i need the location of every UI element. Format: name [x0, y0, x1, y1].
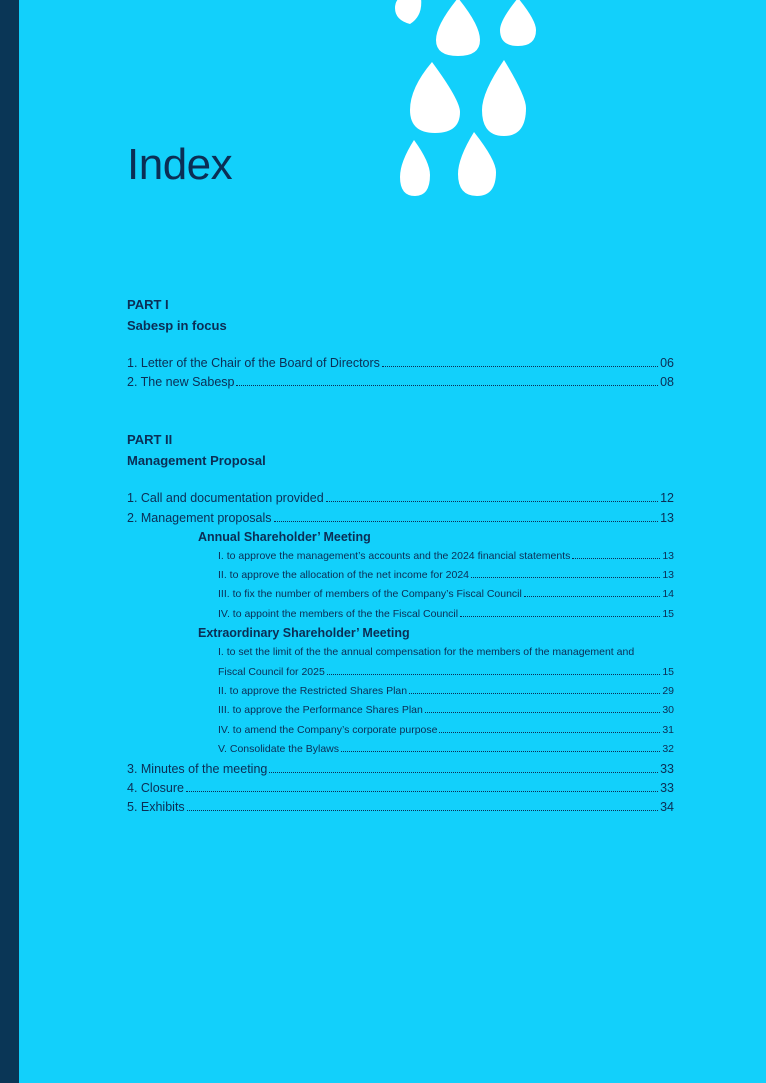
toc-entry-label: IV. to amend the Company’s corporate purpose [218, 724, 438, 736]
toc-entry-page: 13 [662, 569, 674, 581]
page-title: Index [127, 140, 233, 189]
dot-leader [439, 732, 660, 733]
toc-entry-label: V. Consolidate the Bylaws [218, 743, 340, 755]
toc-entry-label: 2. Management proposals [127, 511, 272, 525]
toc-entry[interactable] [127, 511, 674, 525]
toc-entry[interactable] [127, 800, 674, 814]
toc-subentry-line1[interactable]: I. to set the limit of the the annual compensation for the members of the management and [218, 646, 635, 658]
toc-entry-label: 5. Exhibits [127, 800, 185, 814]
toc-entry-page: 06 [660, 356, 674, 370]
toc-entry-page: 34 [660, 800, 674, 814]
toc-entry-label: III. to fix the number of members of the Company’s Fiscal Council [218, 588, 522, 600]
toc-subentry[interactable] [218, 704, 674, 716]
toc-subentry[interactable] [218, 743, 674, 755]
water-drop-icon [395, 0, 421, 24]
toc-entry-label: II. to approve the Restricted Shares Plan [218, 685, 408, 697]
toc-entry[interactable] [127, 491, 674, 505]
annual-meeting-heading: Annual Shareholder’ Meeting [198, 530, 371, 544]
water-drop-icon [482, 60, 526, 136]
dot-leader [187, 810, 658, 811]
toc-subentry[interactable] [218, 608, 674, 620]
dot-leader [269, 772, 658, 773]
toc-entry[interactable] [127, 762, 674, 776]
part1-label: PART I [127, 297, 169, 312]
toc-entry-page: 30 [662, 704, 674, 716]
toc-entry-page: 29 [662, 685, 674, 697]
toc-entry-label: 1. Letter of the Chair of the Board of Directors [127, 356, 380, 370]
part2-subtitle: Management Proposal [127, 453, 266, 468]
dot-leader [274, 521, 659, 522]
toc-entry-page: 33 [660, 762, 674, 776]
toc-entry-label: 4. Closure [127, 781, 184, 795]
dot-leader [236, 385, 658, 386]
water-drop-icon [410, 62, 460, 133]
toc-entry-page: 12 [660, 491, 674, 505]
toc-subentry[interactable] [218, 724, 674, 736]
dot-leader [409, 693, 660, 694]
dot-leader [341, 751, 660, 752]
toc-entry-label: II. to approve the allocation of the net income for 2024 [218, 569, 469, 581]
toc-entry-label: IV. to appoint the members of the the Fiscal Council [218, 608, 459, 620]
toc-entry-page: 14 [662, 588, 674, 600]
toc-entry[interactable] [127, 375, 674, 389]
toc-entry-label: III. to approve the Performance Shares Plan [218, 704, 423, 716]
dot-leader [460, 616, 660, 617]
toc-entry-page: 15 [662, 608, 674, 620]
water-drop-icon [500, 0, 536, 46]
left-spine-bar [0, 0, 19, 1083]
toc-subentry[interactable] [218, 666, 674, 678]
toc-subentry[interactable] [218, 550, 674, 562]
toc-entry-page: 31 [662, 724, 674, 736]
extraordinary-meeting-heading: Extraordinary Shareholder’ Meeting [198, 626, 410, 640]
dot-leader [327, 674, 661, 675]
dot-leader [382, 366, 658, 367]
dot-leader [524, 596, 660, 597]
dot-leader [572, 558, 660, 559]
dot-leader [186, 791, 658, 792]
dot-leader [326, 501, 658, 502]
toc-entry[interactable] [127, 781, 674, 795]
toc-subentry[interactable] [218, 569, 674, 581]
toc-entry-page: 13 [662, 550, 674, 562]
toc-entry-label: Fiscal Council for 2025 [218, 666, 325, 678]
water-drop-icon [436, 0, 480, 56]
toc-entry-page: 13 [660, 511, 674, 525]
toc-entry-label: 1. Call and documentation provided [127, 491, 324, 505]
toc-entry-page: 15 [662, 666, 674, 678]
water-drop-icon [400, 140, 430, 196]
dot-leader [425, 712, 660, 713]
toc-entry[interactable] [127, 356, 674, 370]
toc-subentry[interactable] [218, 685, 674, 697]
toc-entry-page: 08 [660, 375, 674, 389]
part2-label: PART II [127, 432, 173, 447]
part1-subtitle: Sabesp in focus [127, 318, 227, 333]
toc-subentry[interactable] [218, 588, 674, 600]
toc-entry-label: 3. Minutes of the meeting [127, 762, 268, 776]
toc-entry-page: 33 [660, 781, 674, 795]
water-drops-graphic [380, 0, 560, 210]
toc-entry-label: I. to approve the management’s accounts and the 2024 financial statements [218, 550, 571, 562]
water-drop-icon [458, 132, 496, 196]
toc-entry-label: 2. The new Sabesp [127, 375, 235, 389]
toc-entry-page: 32 [662, 743, 674, 755]
dot-leader [471, 577, 660, 578]
